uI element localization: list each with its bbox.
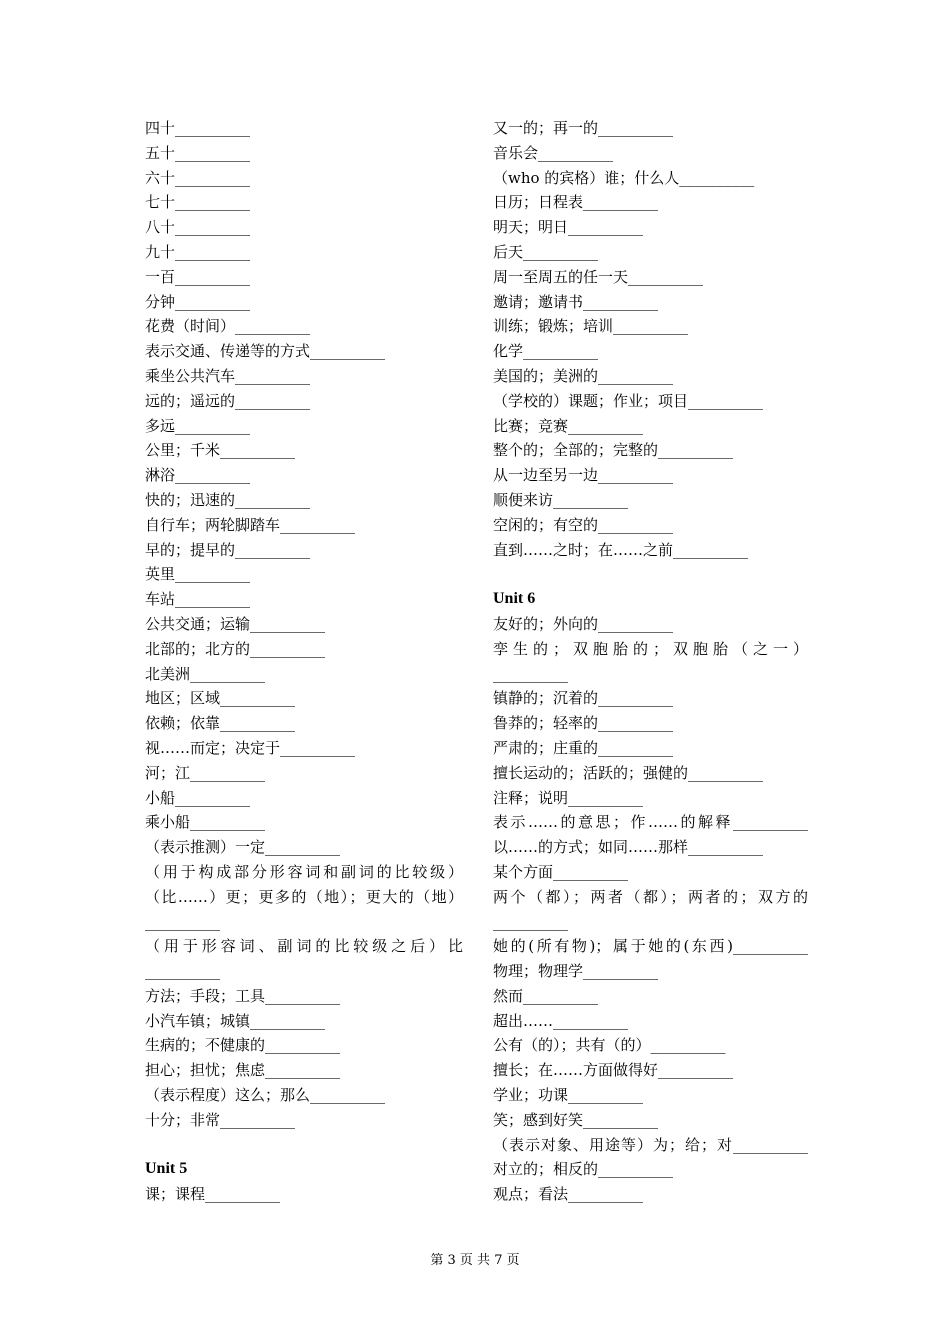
unit-heading: Unit 5: [145, 1160, 188, 1178]
vocab-line: 擅长运动的；活跃的；强健的__________: [493, 763, 764, 782]
unit-heading: Unit 6: [493, 590, 536, 608]
page-footer: 第 3 页 共 7 页: [430, 1253, 520, 1268]
vocab-line: 然而__________: [493, 986, 599, 1005]
vocab-line: 河；江__________: [145, 763, 266, 782]
vocab-line: 周一至周五的任一天__________: [493, 267, 704, 286]
vocab-line: （表示程度）这么；那么__________: [145, 1086, 386, 1105]
vocab-line: 学业；功课__________: [493, 1086, 644, 1105]
vocab-line: 美国的；美洲的__________: [493, 366, 674, 385]
vocab-line: 空闲的；有空的__________: [493, 515, 674, 534]
vocab-line: 注释；说明__________: [493, 788, 644, 807]
vocab-line: __________: [493, 664, 568, 683]
vocab-line: 车站__________: [145, 590, 251, 609]
vocab-line: 严肃的；庄重的__________: [493, 738, 674, 757]
vocab-line: 小汽车镇；城镇__________: [145, 1011, 326, 1030]
vocab-line: 方法；手段；工具__________: [145, 986, 341, 1005]
vocab-line: 邀请；邀请书__________: [493, 292, 659, 311]
vocab-line: 乘坐公共汽车__________: [145, 366, 311, 385]
vocab-line: 比赛；竞赛__________: [493, 416, 644, 435]
vocab-line: 音乐会__________: [493, 143, 614, 162]
vocab-line: 一百__________: [145, 267, 251, 286]
vocab-line: （用于构成部分形容词和副词的比较级）: [145, 862, 463, 881]
vocab-line: 两个（都）；两者（都）；两者的；双方的: [493, 887, 808, 906]
vocab-line: 四十__________: [145, 119, 251, 137]
vocab-line: 八十__________: [145, 218, 251, 237]
vocab-line: 公共交通；运输__________: [145, 614, 326, 633]
vocab-line: 花费（时间）__________: [145, 317, 311, 336]
vocab-line: 淋浴__________: [145, 466, 251, 485]
vocab-line: 化学__________: [493, 342, 599, 361]
vocab-line: 表示……的意思；作……的解释__________: [493, 813, 808, 832]
vocab-line: 分钟__________: [145, 292, 251, 311]
vocab-line: （用于形容词、副词的比较级之后）比: [145, 937, 463, 956]
vocab-line: 直到……之时；在……之前__________: [493, 540, 749, 559]
vocab-line: 北美洲__________: [145, 664, 266, 683]
vocab-line: 公里；千米__________: [145, 441, 296, 460]
vocab-line: __________: [493, 912, 568, 931]
vocab-line: 顺便来访__________: [493, 490, 629, 509]
left-column: [145, 116, 463, 1207]
vocab-line: 北部的；北方的__________: [145, 639, 326, 658]
vocab-line: （比……）更；更多的（地）；更大的（地）: [145, 887, 463, 906]
vocab-line: 英里__________: [145, 565, 251, 584]
vocab-line: 十分；非常__________: [145, 1110, 296, 1129]
vocab-line: 自行车；两轮脚踏车__________: [145, 515, 356, 534]
vocab-line: 对立的；相反的__________: [493, 1160, 674, 1179]
vocab-line: 远的；遥远的__________: [145, 391, 311, 410]
vocab-line: 整个的；全部的；完整的__________: [493, 441, 734, 460]
vocab-line: 七十__________: [145, 193, 251, 212]
vocab-line: 表示交通、传递等的方式__________: [145, 342, 386, 361]
vocab-line: 九十__________: [145, 242, 251, 261]
vocab-line: __________: [145, 912, 220, 931]
right-column: [493, 116, 808, 1207]
vocab-line: 课；课程__________: [145, 1185, 281, 1204]
vocab-line: 日历；日程表__________: [493, 193, 659, 212]
vocab-line: 视……而定；决定于__________: [145, 738, 356, 757]
vocab-line: 训练；锻炼；培训__________: [493, 317, 689, 336]
vocab-line: 她的(所有物)；属于她的(东西)__________: [493, 937, 808, 956]
vocab-line: 以……的方式；如同……那样__________: [493, 838, 764, 857]
spacer-line: [493, 562, 808, 587]
vocab-line: 镇静的；沉着的__________: [493, 689, 674, 708]
vocab-line: （表示推测）一定__________: [145, 838, 341, 857]
vocab-line: 小船__________: [145, 788, 251, 807]
vocab-line: 五十__________: [145, 143, 251, 162]
vocab-line: （学校的）课题；作业；项目__________: [493, 391, 764, 410]
vocab-line: （表示对象、用途等）为；给；对__________: [493, 1135, 808, 1154]
vocab-line: 明天；明日__________: [493, 218, 644, 237]
vocab-line: 从一边至另一边__________: [493, 466, 674, 485]
vocab-line: 早的；提早的__________: [145, 540, 311, 559]
vocab-line: （who 的宾格）谁；什么人__________: [493, 168, 755, 187]
spacer-line: [145, 1133, 463, 1158]
vocab-line: 快的；迅速的__________: [145, 490, 311, 509]
vocab-line: 后天__________: [493, 242, 599, 261]
vocab-line: 孪生的；双胞胎的；双胞胎（之一）: [493, 639, 808, 658]
vocab-line: 担心；担忧；焦虑__________: [145, 1061, 341, 1080]
vocab-line: 观点；看法__________: [493, 1185, 644, 1204]
vocab-line: 某个方面__________: [493, 862, 629, 881]
vocab-line: 物理；物理学__________: [493, 962, 659, 981]
vocab-line: 多远__________: [145, 416, 251, 435]
vocab-line: 又一的；再一的__________: [493, 119, 674, 137]
vocab-line: 地区；区域__________: [145, 689, 296, 708]
vocab-line: 笑；感到好笑__________: [493, 1110, 659, 1129]
vocab-line: 生病的；不健康的__________: [145, 1036, 341, 1055]
vocab-line: 乘小船__________: [145, 813, 266, 832]
vocab-line: 公有（的）；共有（的）__________: [493, 1036, 726, 1055]
vocab-line: 超出……__________: [493, 1011, 629, 1030]
vocab-line: 六十__________: [145, 168, 251, 187]
vocab-line: 擅长；在……方面做得好__________: [493, 1061, 734, 1080]
vocab-line: 鲁莽的；轻率的__________: [493, 714, 674, 733]
vocab-line: 依赖；依靠__________: [145, 714, 296, 733]
vocab-line: __________: [145, 962, 220, 981]
vocab-line: 友好的；外向的__________: [493, 614, 674, 633]
